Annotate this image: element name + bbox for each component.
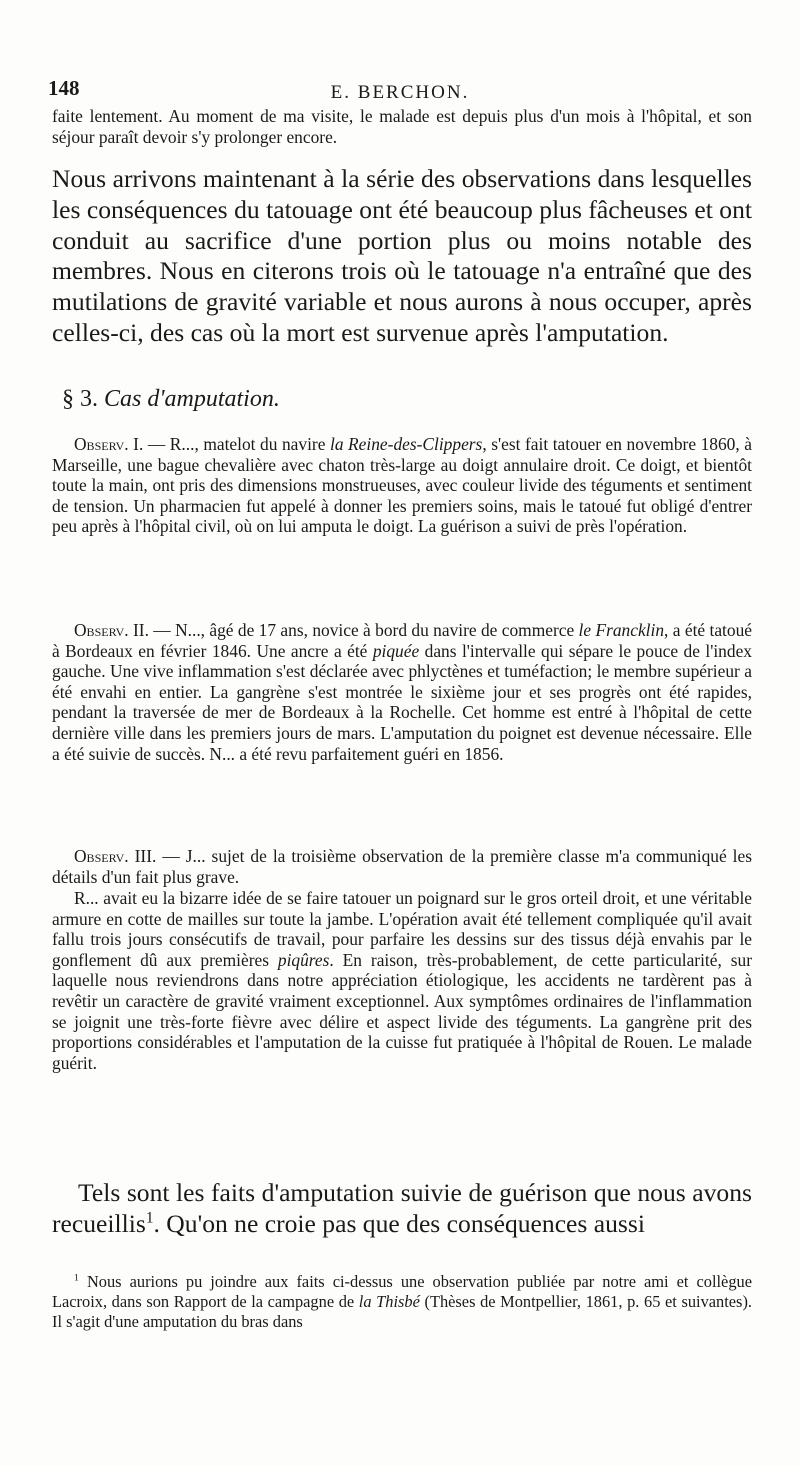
footnote [52, 1272, 752, 1332]
observation-label: Observ. III. [74, 846, 157, 866]
observation-label: Observ. II. [74, 620, 149, 640]
observation-text: dans l'intervalle qui sépare le pouce de l'index gauche. Une vive inflammation s'est déclarée avec phlyctènes et tuméfaction; le membre supérieur a été envahi en entier. La gangrène s'est montrée le sixième jour et ses progrès ont été rapides, pendant la traversée de mer de Bordeaux à la Rochelle. Cet homme est entré à l'hôpital de cette dernière ville dans les premiers jours de mars. L'amputation du poignet est devenue nécessaire. Elle a été suivie de succès. N... a été revu parfaitement guéri en 1856. [52, 640, 752, 764]
observation-text: , s'est fait tatouer en novembre 1860, à Marseille, une bague chevalière avec chaton très-large au doigt annulaire droit. Ce doigt, et bientôt toute la main, ont pris des dimensions monstrueuses, avec couleur livide des téguments et sentiment de tension. Un pharmacien fut appelé à donner les premiers soins, mais le tatoué fut obligé d'entrer peu après à l'hôpital civil, où on lui amputa le doigt. La guérison a suivi de près l'opération. [52, 434, 752, 537]
observation-text: R... avait eu la bizarre idée de se faire tatouer un poignard sur le gros orteil droit, et une véritable armure en cotte de mailles sur toute la jambe. L'opération avait été tellement compliquée qu'il avait fallu trois jours consécutifs de travail, pour parfaire les dessins sur des tissus déjà envahis par le gonflement dû aux premières [52, 888, 752, 970]
ship-name: la Reine-des-Clippers [329, 434, 483, 454]
observation-text: — R..., matelot du navire [143, 434, 330, 454]
emphasized-word: piquée [372, 640, 420, 661]
ship-name: le Francklin [578, 620, 665, 640]
section-title: Cas d'amputation. [104, 386, 280, 412]
paragraph-text: Tels sont les faits d'amputation suivie de guérison que nous avons recueillis [52, 1178, 752, 1238]
observation-text: , a été tatoué à Bordeaux en février 1846. Une ancre a été [52, 620, 752, 661]
footnote-reference: 1 [145, 1209, 154, 1227]
page-header [48, 76, 752, 108]
paragraph-text: Nous arrivons maintenant à la série des observations dans lesquelles les conséquences du tatouage ont été beaucoup plus fâcheuses et ont conduit au sacrifice d'une portion plus ou moins notable des membres. Nous en citerons trois où le tatouage n'a entraîné que des mutilations de gravité variable et nous aurons à nous occuper, après celles-ci, des cas où la mort est survenue après l'amputation. [52, 164, 752, 347]
paragraph-closing [52, 1178, 752, 1240]
ship-name: la Thisbé [358, 1292, 420, 1311]
observation-text: — N..., âgé de 17 ans, novice à bord du navire de commerce [148, 620, 579, 640]
observation-text: — J... sujet de la troisième observation de la première classe m'a communiqué les détails d'un fait plus grave. [52, 846, 752, 887]
observation-label: Observ. I. [74, 434, 144, 454]
running-head: E. BERCHON. [330, 82, 470, 103]
section-heading [62, 384, 280, 414]
emphasized-word: piqûres [277, 949, 330, 970]
observation-1 [52, 434, 752, 537]
paragraph-text: . Qu'on ne croie pas que des conséquences aussi [153, 1208, 645, 1238]
page-number: 148 [48, 76, 80, 100]
section-number: § 3. [62, 386, 98, 412]
footnote-text: Nous aurions pu joindre aux faits ci-dessus une observation publiée par notre ami et collègue Lacroix, dans son Rapport de la campagne de [52, 1272, 752, 1311]
observation-3-continued [52, 888, 752, 1073]
observation-text: . En raison, très-probablement, de cette particularité, sur laquelle nous reviendrons dans notre appréciation étiologique, les accidents ne tardèrent pas à revêtir un caractère de gravité vraiment exceptionnel. Aux symptômes ordinaires de l'inflammation se joignit une très-forte fièvre avec délire et aspect livide des téguments. La gangrène prit des proportions considérables et l'amputation de la cuisse fut pratiquée à l'hôpital de Rouen. Le malade guérit. [52, 949, 752, 1073]
observation-2 [52, 620, 752, 764]
paragraph-continuation [52, 106, 752, 147]
paragraph-text: faite lentement. Au moment de ma visite, le malade est depuis plus d'un mois à l'hôpital, et son séjour paraît devoir s'y prolonger encore. [52, 106, 752, 147]
footnote-mark: 1 [74, 1272, 79, 1284]
paragraph-intro [52, 164, 752, 349]
footnote-text: (Thèses de Montpellier, 1861, p. 65 et suivantes). Il s'agit d'une amputation du bras dans [52, 1292, 752, 1331]
observation-3 [52, 846, 752, 887]
